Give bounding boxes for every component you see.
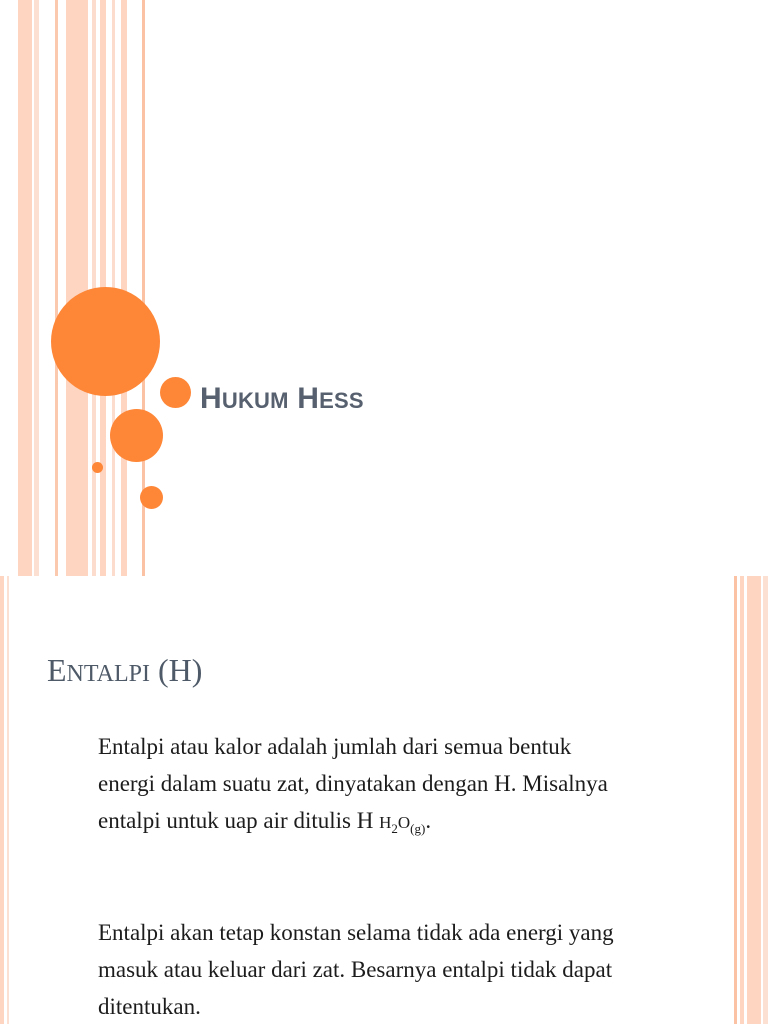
decorative-circle-small [160,377,191,408]
decorative-stripe [747,576,761,1024]
decorative-circle-small-2 [140,486,163,509]
slide-title: ENTALPI (H) [47,652,203,688]
slide-title: HUKUM HESS [200,382,364,415]
paragraph-entalpi-constant: Entalpi akan tetap konstan selama tidak ada energi yang masuk atau keluar dari zat. Besarnya entalpi tidak dapat ditentukan. [98,920,614,1019]
decorative-stripe [55,0,58,576]
paragraph-entalpi-definition: Entalpi atau kalor adalah jumlah dari semua bentuk energi dalam suatu zat, dinyatakan dengan H. Misalnya entalpi untuk uap air ditulis H $H_2O_{(g)}$. [98,734,608,836]
decorative-stripe [66,0,88,576]
decorative-circle-large [51,287,160,396]
decorative-stripe [34,0,39,576]
decorative-stripe [7,576,9,1024]
decorative-stripe [18,0,32,576]
decorative-stripe [121,0,127,576]
decorative-stripe [734,576,737,1024]
decorative-stripe [0,576,4,1024]
decorative-circle-medium [110,409,163,462]
decorative-stripe [740,576,744,1024]
decorative-circle-tiny [92,462,103,473]
decorative-stripe [763,576,768,1024]
